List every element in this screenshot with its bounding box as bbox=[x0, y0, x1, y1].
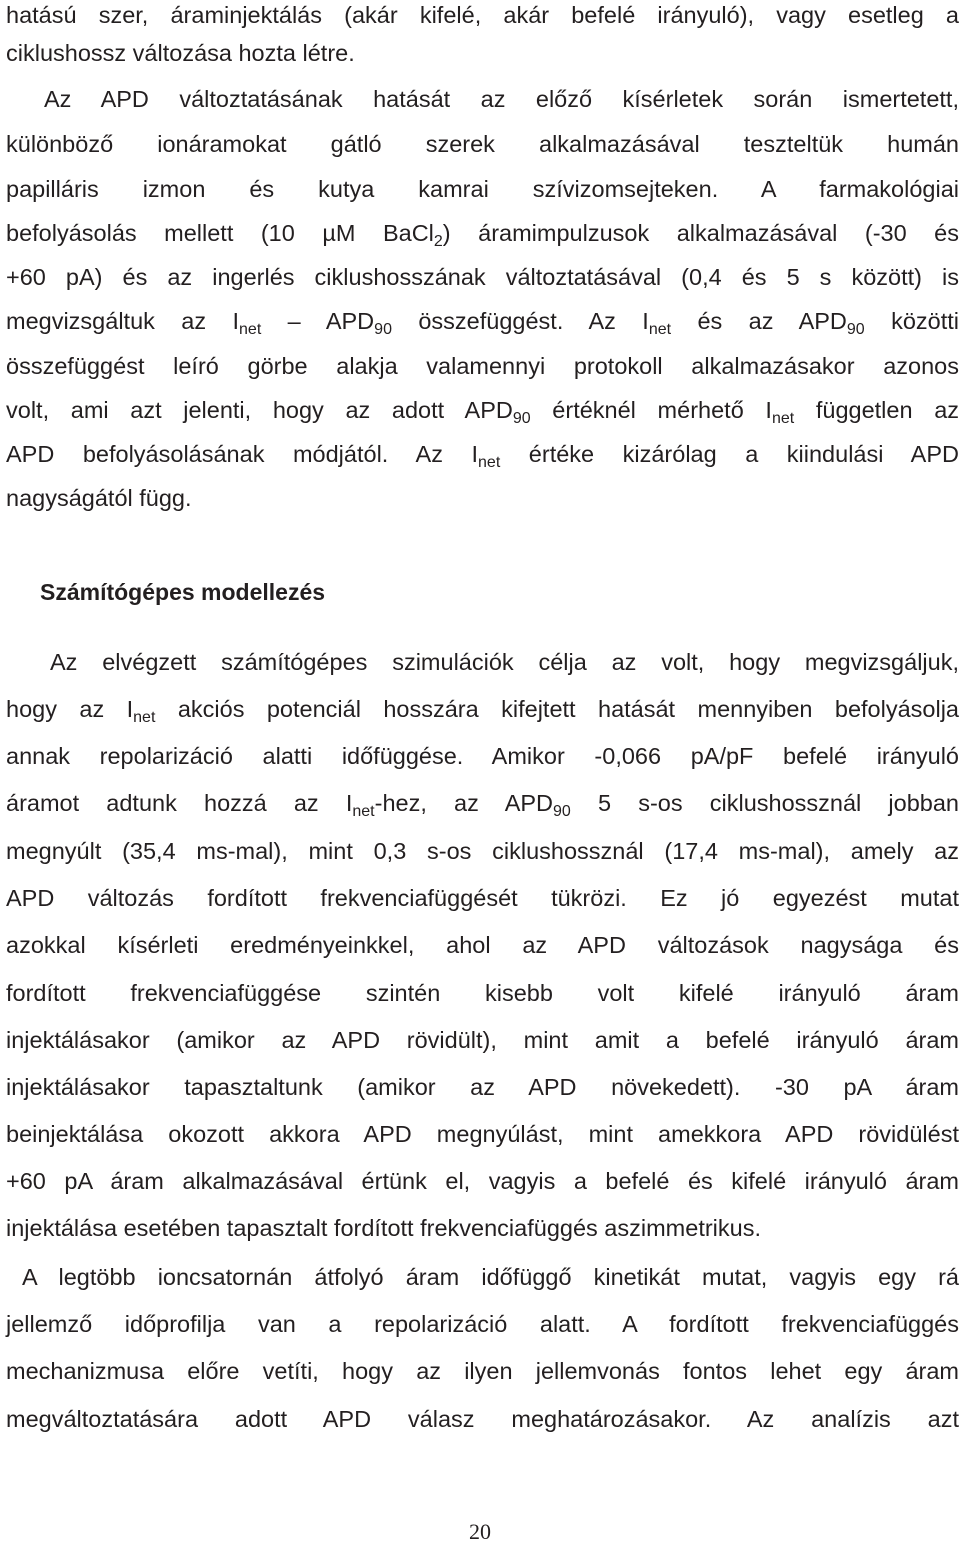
paragraph-3-line: +60 pA áram alkalmazásával értünk el, vagyis a befelé és kifelé irányuló áram bbox=[6, 1168, 959, 1194]
text-run: független az bbox=[794, 397, 960, 423]
text-run: összefüggést. Az I bbox=[391, 308, 649, 334]
subscript: 2 bbox=[433, 233, 443, 250]
subscript: net bbox=[771, 410, 795, 427]
text-run: és az APD bbox=[671, 308, 847, 334]
paragraph-3-line: beinjektálása okozott akkora APD megnyúlást, mint amekkora APD rövidülést bbox=[6, 1121, 959, 1147]
paragraph-3-line: APD változás fordított frekvenciafüggését tükrözi. Ez jó egyezést mutat bbox=[6, 885, 959, 911]
text-run: – APD bbox=[261, 308, 375, 334]
paragraph-2-line: összefüggést leíró görbe alakja valamennyi protokoll alkalmazásakor azonos bbox=[6, 353, 959, 379]
subscript: 90 bbox=[846, 321, 865, 338]
paragraph-4-line: mechanizmusa előre vetíti, hogy az ilyen jellemvonás fontos lehet egy áram bbox=[6, 1358, 959, 1384]
paragraph-3-line: injektálásakor (amikor az APD rövidült), mint amit a befelé irányuló áram bbox=[6, 1027, 959, 1053]
paragraph-4-line: jellemző időprofilja van a repolarizáció alatt. A fordított frekvenciafüggés bbox=[6, 1311, 959, 1337]
text-run: értéknél mérhető I bbox=[530, 397, 772, 423]
text-run: volt, ami azt jelenti, hogy az adott APD bbox=[6, 397, 513, 423]
paragraph-2-line: +60 pA) és az ingerlés ciklushosszának változtatásával (0,4 és 5 s között) is bbox=[6, 264, 959, 290]
subscript: net bbox=[133, 709, 156, 726]
text-run: megvizsgáltuk az I bbox=[6, 308, 240, 334]
text-run: ) áramimpulzusok alkalmazásával (-30 és bbox=[442, 220, 959, 246]
paragraph-2-line: nagyságától függ. bbox=[6, 485, 192, 511]
subscript: net bbox=[648, 321, 672, 338]
paragraph-2-line bbox=[6, 395, 959, 425]
paragraph-1-line: ciklushossz változása hozta létre. bbox=[6, 40, 355, 66]
subscript: 90 bbox=[553, 803, 571, 820]
paragraph-2-line: Az APD változtatásának hatását az előző kísérletek során ismertetett, bbox=[44, 86, 959, 112]
subscript: net bbox=[352, 803, 375, 820]
text-run: -hez, az APD bbox=[374, 790, 554, 816]
subscript: net bbox=[478, 454, 501, 471]
paragraph-3-line: azokkal kísérleti eredményeinkkel, ahol az APD változások nagysága és bbox=[6, 932, 959, 958]
paragraph-3-line: fordított frekvenciafüggése szintén kisebb volt kifelé irányuló áram bbox=[6, 980, 959, 1006]
page-number: 20 bbox=[469, 1519, 491, 1544]
paragraph-2-line bbox=[6, 218, 959, 248]
subscript: net bbox=[239, 321, 262, 338]
paragraph-3-line: megnyúlt (35,4 ms-mal), mint 0,3 s-os ciklushossznál (17,4 ms-mal), amely az bbox=[6, 838, 959, 864]
text-run: 5 s-os ciklushossznál jobban bbox=[570, 790, 959, 816]
subscript: 90 bbox=[374, 321, 392, 338]
text-run: akciós potenciál hosszára kifejtett hatását mennyiben befolyásolja bbox=[155, 696, 959, 722]
text-run: hogy az I bbox=[6, 696, 134, 722]
text-run: befolyásolás mellett (10 µM BaCl bbox=[6, 220, 434, 246]
paragraph-3-line bbox=[6, 788, 959, 818]
text-run: áramot adtunk hozzá az I bbox=[6, 790, 353, 816]
paragraph-2-line: különböző ionáramokat gátló szerek alkalmazásával teszteltük humán bbox=[6, 131, 959, 157]
text-run: APD befolyásolásának módjától. Az I bbox=[6, 441, 479, 467]
subscript: 90 bbox=[512, 410, 531, 427]
paragraph-2-line: papilláris izmon és kutya kamrai szívizomsejteken. A farmakológiai bbox=[6, 176, 959, 202]
section-heading: Számítógépes modellezés bbox=[40, 579, 326, 605]
paragraph-1-line: hatású szer, áraminjektálás (akár kifelé, akár befelé irányuló), vagy esetleg a bbox=[6, 2, 959, 28]
paragraph-4-line: megváltoztatására adott APD válasz meghatározásakor. Az analízis azt bbox=[6, 1406, 959, 1432]
text-run: értéke kizárólag a kiindulási APD bbox=[500, 441, 960, 467]
text-run: közötti bbox=[864, 308, 960, 334]
paragraph-3-line: annak repolarizáció alatti időfüggése. Amikor -0,066 pA/pF befelé irányuló bbox=[6, 743, 959, 769]
paragraph-2-line bbox=[6, 306, 959, 336]
paragraph-4-line: A legtöbb ioncsatornán átfolyó áram időfüggő kinetikát mutat, vagyis egy rá bbox=[22, 1264, 959, 1290]
paragraph-3-line: injektálásakor tapasztaltunk (amikor az APD növekedett). -30 pA áram bbox=[6, 1074, 959, 1100]
paragraph-3-line: injektálása esetében tapasztalt fordított frekvenciafüggés aszimmetrikus. bbox=[6, 1215, 761, 1241]
paragraph-2-line bbox=[6, 439, 959, 469]
paragraph-3-line bbox=[6, 694, 959, 724]
paragraph-3-line: Az elvégzett számítógépes szimulációk célja az volt, hogy megvizsgáljuk, bbox=[50, 649, 959, 675]
